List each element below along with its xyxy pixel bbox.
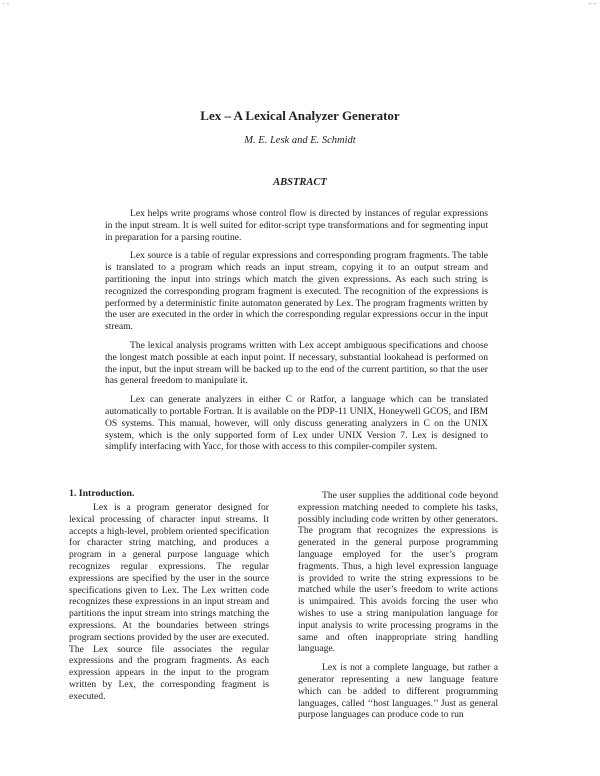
abstract-heading: ABSTRACT bbox=[273, 177, 327, 188]
abstract-paragraph: The lexical analysis programs written with Lex accept ambiguous specifications and choose the longest match possible at each input point. If necessary, substantial lookahead is performed on the input, but the input stream will be backed up to the end of the current partition, so that the user has general freedom to manipulate it. bbox=[105, 339, 488, 387]
body-paragraph: The user supplies the additional code beyond expression matching needed to complete his tasks, possibly including code written by other generators. The program that recognizes the expressions is generated in the general purpose programming language employed for the user’s program fragments. Thus, a high level expression language is provided to write the string expressions to be matched while the user’s freedom to write actions is unimpaired. This avoids forcing the user who wishes to use a string manipulation language for input analysis to write processing programs in the same and often inappropriate string handling language. bbox=[298, 490, 498, 655]
authors: M. E. Lesk and E. Schmidt bbox=[244, 135, 356, 146]
abstract-paragraph: Lex can generate analyzers in either C or Ratfor, a language which can be translated automatically to portable Fortran. It is available on the PDP-11 UNIX, Honeywell GCOS, and IBM OS systems. This manual, however, will only discuss generating analyzers in C on the UNIX system, which is the only supported form of Lex under UNIX Version 7. Lex is designed to simplify interfacing with Yacc, for those with access to this compiler-compiler system. bbox=[105, 394, 488, 453]
abstract-paragraph: Lex source is a table of regular expressions and corresponding program fragments. The table is translated to a program which reads an input stream, copying it to an output stream and partitioning the input into strings which match the given expressions. As each such string is recognized the corresponding program fragment is executed. The recognition of the expressions is performed by a deterministic finite automaton generated by Lex. The program fragments written by the user are executed in the order in which the corresponding regular expressions occur in the input stream. bbox=[105, 250, 488, 333]
page-corner-mark-left: - - bbox=[2, 0, 10, 8]
abstract-body bbox=[105, 208, 488, 460]
document-title: Lex – A Lexical Analyzer Generator bbox=[200, 108, 400, 123]
body-paragraph: Lex is a program generator designed for lexical processing of character input streams. It accepts a high-level, problem oriented specification for character string matching, and produces a program in a general purpose language which recognizes regular expressions. The regular expressions are specified by the user in the source specifications given to Lex. The Lex written code recognizes these expressions in an input stream and partitions the input stream into strings matching the expressions. At the boundaries between strings program sections provided by the user are executed. The Lex source file associates the regular expressions and the program fragments. As each expression appears in the input to the program written by Lex, the corresponding fragment is executed. bbox=[69, 502, 269, 702]
abstract-paragraph: Lex helps write programs whose control flow is directed by instances of regular expressions in the input stream. It is well suited for editor-script type transformations and for segmenting input in preparation for a parsing routine. bbox=[105, 208, 488, 243]
section-heading-introduction: 1. Introduction. bbox=[69, 488, 135, 499]
page-corner-mark-right: - - bbox=[588, 0, 596, 8]
right-column bbox=[298, 490, 498, 728]
left-column bbox=[69, 488, 269, 710]
body-paragraph: Lex is not a complete language, but rather a generator representing a new language feature which can be added to different programming languages, called ‘‘host languages.’’ Just as general purpose languages can produce code to run bbox=[298, 662, 498, 721]
